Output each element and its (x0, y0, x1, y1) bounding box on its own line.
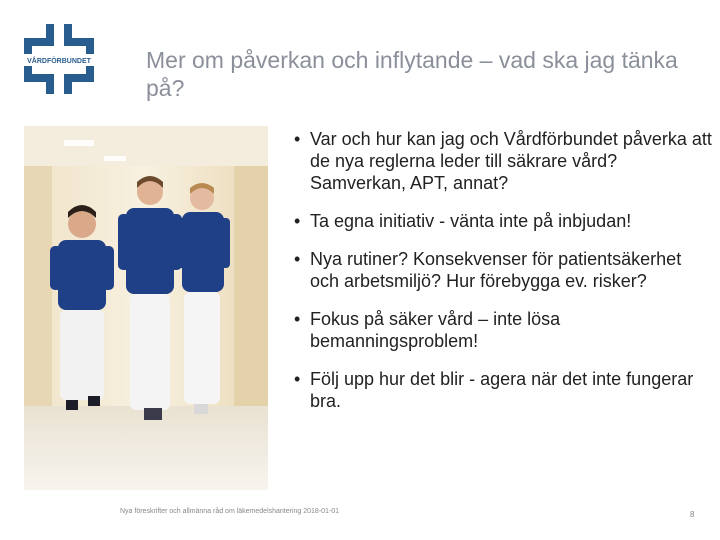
bullet-text: Ta egna initiativ - vänta inte på inbjudan! (310, 211, 632, 231)
bullet-text: Fokus på säker vård – inte lösa bemanningsproblem! (310, 309, 561, 351)
nurses-photo (24, 126, 268, 490)
slide-title: Mer om påverkan och inflytande – vad ska jag tänka på? (146, 47, 678, 101)
page-number: 8 (690, 510, 695, 519)
bullet-item (292, 248, 712, 292)
bullet-item (292, 368, 712, 412)
bullet-item (292, 308, 712, 352)
bullet-list (292, 128, 712, 428)
bullet-text: Följ upp hur det blir - agera när det inte fungerar bra. (310, 369, 694, 411)
vardforbundet-logo (22, 20, 96, 98)
bullet-dot: • (294, 129, 301, 149)
bullet-dot: • (294, 249, 301, 269)
bullet-dot: • (294, 211, 301, 231)
bullet-item (292, 210, 712, 232)
bullet-item (292, 128, 712, 194)
bullet-dot: • (294, 309, 301, 329)
logo-text: VÅRDFÖRBUNDET (27, 58, 91, 65)
bullet-dot: • (294, 369, 301, 389)
bullet-text: Var och hur kan jag och Vårdförbundet påverka att de nya reglerna leder till säkrare vård? Samverkan, APT, annat? (310, 129, 712, 193)
footer-text: Nya föreskrifter och allmänna råd om läkemedelshantering 2018-01-01 (120, 508, 340, 515)
bullet-text: Nya rutiner? Konsekvenser för patientsäkerhet och arbetsmiljö? Hur förebygga ev. risker? (310, 249, 682, 291)
